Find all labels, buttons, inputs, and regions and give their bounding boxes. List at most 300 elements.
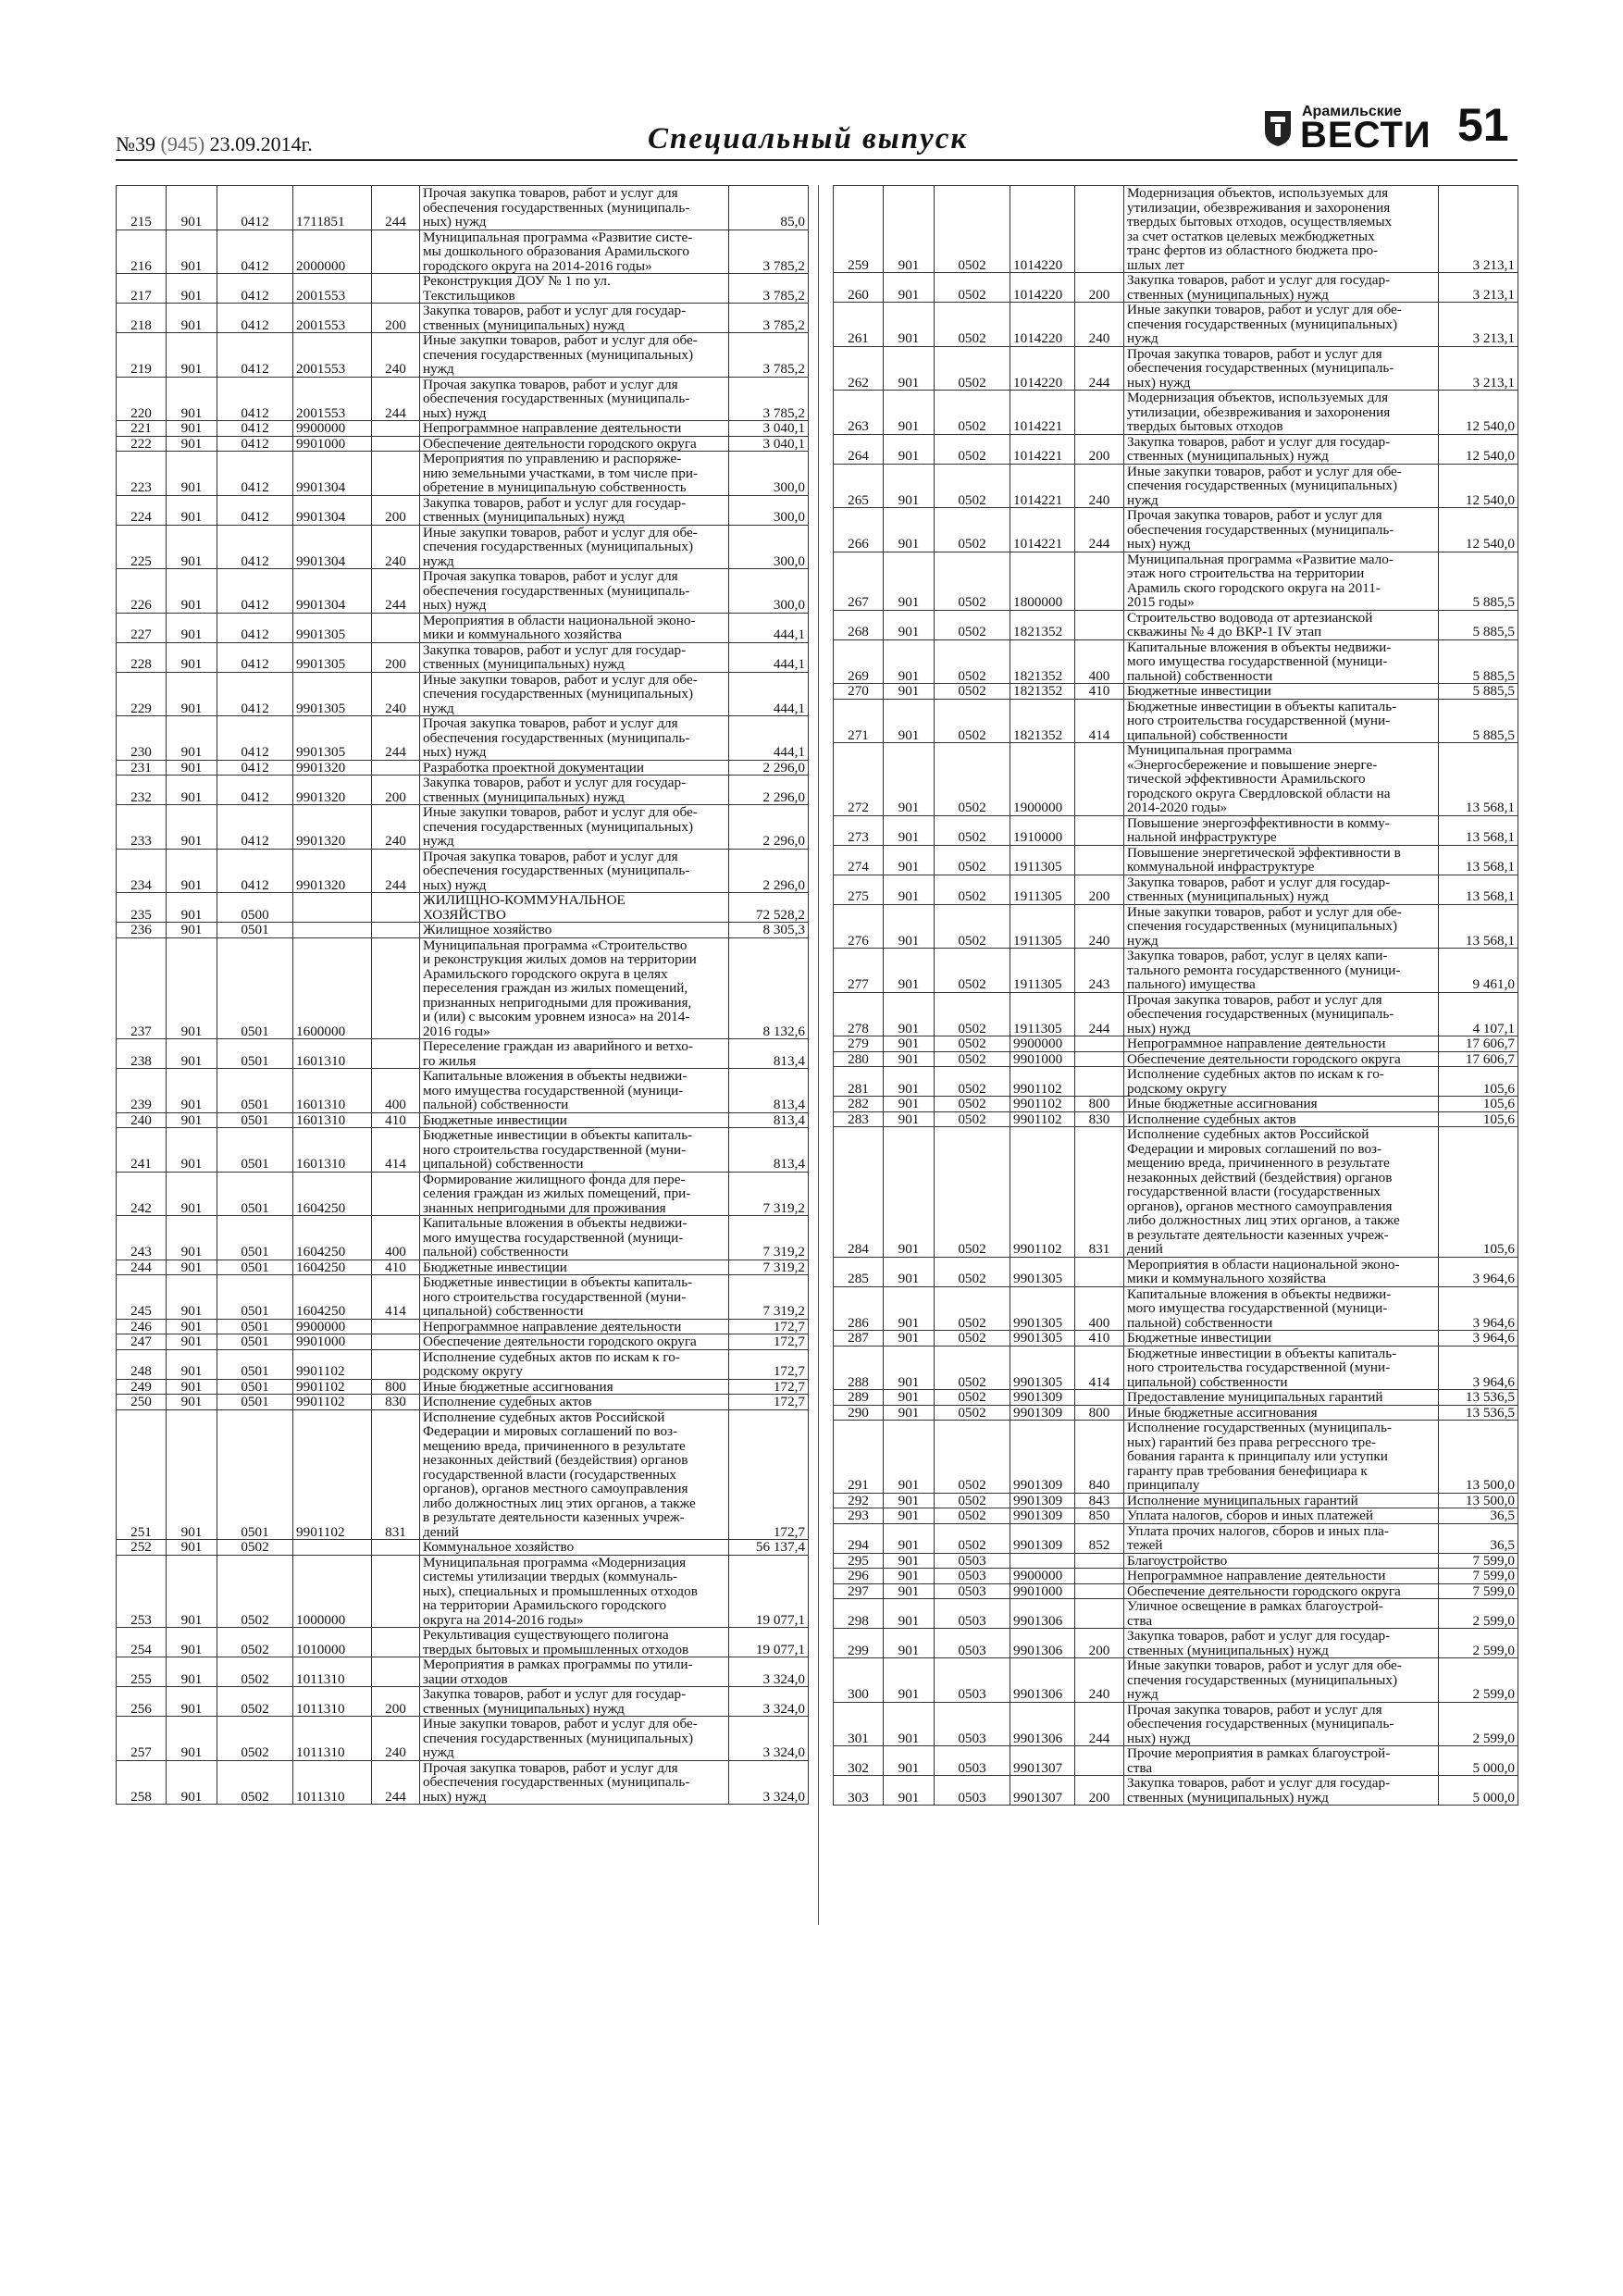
row-number: 262 — [834, 346, 884, 391]
table-row — [834, 1583, 1518, 1599]
section-code: 0503 — [935, 1658, 1010, 1703]
table-row — [117, 333, 809, 378]
expense-name: Муниципальная программа «Развитие мало- этаж ного строительства на территории Арамиль ского городского округа на 2011- 2015 годы» — [1124, 552, 1439, 610]
target-article-code: 9901102 — [1010, 1111, 1075, 1127]
ministry-code: 901 — [167, 1216, 217, 1260]
amount: 12 540,0 — [1439, 508, 1518, 552]
ministry-code: 901 — [167, 1657, 217, 1687]
section-code: 0502 — [935, 552, 1010, 610]
expense-type-code: 244 — [372, 569, 420, 614]
section-code: 0502 — [935, 1036, 1010, 1052]
section-code: 0503 — [935, 1569, 1010, 1584]
expense-type-code: 240 — [1075, 303, 1124, 347]
table-row — [117, 716, 809, 761]
amount: 3 213,1 — [1439, 303, 1518, 347]
expense-name: Обеспечение деятельности городского округа — [1124, 1051, 1439, 1067]
section-code: 0501 — [217, 1275, 293, 1320]
expense-name: Иные закупки товаров, работ и услуг для обе- спечения государственных (муниципальных) нужд — [1124, 1658, 1439, 1703]
expense-type-code: 400 — [372, 1069, 420, 1113]
expense-name: Муниципальная программа «Энергосбережение и повышение энерге- тической эффективности Арамильского городского округа Свердловской области на 2014-2020 годы» — [1124, 743, 1439, 816]
expense-type-code: 244 — [1075, 992, 1124, 1036]
ministry-code: 901 — [884, 1257, 935, 1286]
section-code: 0412 — [217, 274, 293, 304]
logo-small-text: Арамильские — [1302, 104, 1402, 119]
ministry-code: 901 — [884, 186, 935, 273]
amount: 3 964,6 — [1439, 1257, 1518, 1286]
ministry-code: 901 — [167, 1319, 217, 1334]
table-row — [117, 1409, 809, 1540]
target-article-code: 1601310 — [293, 1128, 372, 1173]
expense-name: Прочие мероприятия в рамках благоустрой- ства — [1124, 1746, 1439, 1776]
ministry-code: 901 — [884, 1127, 935, 1258]
right-column — [833, 185, 1518, 1806]
budget-table-right — [833, 185, 1518, 1806]
section-code: 0412 — [217, 642, 293, 672]
expense-type-code: 244 — [1075, 1702, 1124, 1746]
section-code: 0501 — [217, 923, 293, 938]
expense-name: Повышение энергоэффективности в комму- нальной инфраструктуре — [1124, 815, 1439, 845]
table-row — [117, 1379, 809, 1395]
target-article-code: 2001553 — [293, 304, 372, 333]
row-number: 301 — [834, 1702, 884, 1746]
expense-name: Бюджетные инвестиции в объекты капиталь- ного строительства государственной (муни- ципальной) собственности — [420, 1128, 729, 1173]
row-number: 286 — [834, 1286, 884, 1331]
section-code: 0502 — [935, 875, 1010, 904]
table-row — [834, 1493, 1518, 1508]
section-code: 0501 — [217, 1409, 293, 1540]
expense-name: Иные закупки товаров, работ и услуг для обе- спечения государственных (муниципальных) нужд — [1124, 464, 1439, 508]
section-code: 0502 — [935, 845, 1010, 875]
table-row — [117, 304, 809, 333]
target-article-code: 9901306 — [1010, 1702, 1075, 1746]
expense-type-code — [1075, 391, 1124, 435]
section-code: 0502 — [217, 1687, 293, 1717]
section-code: 0502 — [935, 743, 1010, 816]
amount: 172,7 — [729, 1409, 809, 1540]
table-row — [117, 1555, 809, 1628]
expense-name: Иные закупки товаров, работ и услуг для обе- спечения государственных (муниципальных) нужд — [420, 805, 729, 850]
section-code: 0502 — [935, 1127, 1010, 1258]
ministry-code: 901 — [884, 1658, 935, 1703]
expense-type-code: 240 — [1075, 904, 1124, 949]
target-article-code: 1600000 — [293, 937, 372, 1039]
target-article-code: 1821352 — [1010, 639, 1075, 684]
section-code: 0502 — [935, 303, 1010, 347]
expense-type-code — [372, 893, 420, 923]
ministry-code: 901 — [167, 672, 217, 716]
table-row — [117, 849, 809, 893]
section-code: 0412 — [217, 776, 293, 805]
ministry-code: 901 — [167, 893, 217, 923]
amount: 172,7 — [729, 1349, 809, 1379]
expense-type-code: 240 — [372, 672, 420, 716]
ministry-code: 901 — [167, 377, 217, 421]
table-row — [117, 1039, 809, 1069]
expense-type-code — [1075, 1051, 1124, 1067]
expense-type-code: 410 — [372, 1112, 420, 1128]
expense-type-code: 200 — [372, 642, 420, 672]
ministry-code: 901 — [167, 421, 217, 437]
amount: 17 606,7 — [1439, 1036, 1518, 1052]
expense-type-code — [372, 452, 420, 496]
amount: 12 540,0 — [1439, 434, 1518, 464]
table-row — [834, 434, 1518, 464]
target-article-code: 1014220 — [1010, 303, 1075, 347]
ministry-code: 901 — [167, 1717, 217, 1761]
amount: 56 137,4 — [729, 1540, 809, 1556]
target-article-code: 9901309 — [1010, 1405, 1075, 1421]
expense-type-code: 240 — [372, 805, 420, 850]
amount: 13 568,1 — [1439, 875, 1518, 904]
amount: 36,5 — [1439, 1508, 1518, 1524]
amount: 105,6 — [1439, 1111, 1518, 1127]
ministry-code: 901 — [167, 760, 217, 776]
row-number: 240 — [117, 1112, 167, 1128]
table-row — [834, 1599, 1518, 1629]
expense-type-code — [1075, 845, 1124, 875]
expense-name: Капитальные вложения в объекты недвижи- мого имущества государственной (муници- пальной) собственности — [420, 1216, 729, 1260]
amount: 3 213,1 — [1439, 346, 1518, 391]
amount: 3 213,1 — [1439, 273, 1518, 303]
target-article-code: 1821352 — [1010, 684, 1075, 700]
row-number: 303 — [834, 1776, 884, 1806]
section-code: 0503 — [935, 1776, 1010, 1806]
amount: 3 785,2 — [729, 333, 809, 378]
ministry-code: 901 — [884, 1346, 935, 1390]
issue-info — [116, 132, 313, 156]
target-article-code: 9901304 — [293, 495, 372, 525]
expense-type-code — [372, 1319, 420, 1334]
amount: 13 568,1 — [1439, 845, 1518, 875]
target-article-code — [293, 923, 372, 938]
amount: 7 599,0 — [1439, 1569, 1518, 1584]
table-row — [834, 1097, 1518, 1112]
ministry-code: 901 — [167, 937, 217, 1039]
row-number: 264 — [834, 434, 884, 464]
ministry-code: 901 — [167, 805, 217, 850]
table-row — [117, 230, 809, 274]
table-row — [834, 1067, 1518, 1097]
section-code: 0502 — [935, 1111, 1010, 1127]
table-row — [117, 805, 809, 850]
ministry-code: 901 — [884, 1051, 935, 1067]
section-code: 0502 — [935, 949, 1010, 993]
section-code: 0412 — [217, 672, 293, 716]
target-article-code: 2001553 — [293, 274, 372, 304]
amount: 7 319,2 — [729, 1172, 809, 1216]
target-article-code: 1014220 — [1010, 273, 1075, 303]
expense-name: Иные закупки товаров, работ и услуг для обе- спечения государственных (муниципальных) нужд — [1124, 904, 1439, 949]
target-article-code: 1911305 — [1010, 875, 1075, 904]
ministry-code: 901 — [884, 1702, 935, 1746]
expense-name: Прочая закупка товаров, работ и услуг для обеспечения государственных (муниципаль- ных) нужд — [420, 1760, 729, 1805]
expense-name: Непрограммное направление деятельности — [1124, 1036, 1439, 1052]
target-article-code: 9901102 — [293, 1379, 372, 1395]
target-article-code: 1000000 — [293, 1555, 372, 1628]
expense-type-code — [372, 760, 420, 776]
target-article-code: 9901309 — [1010, 1493, 1075, 1508]
row-number: 260 — [834, 273, 884, 303]
expense-name: Иные закупки товаров, работ и услуг для обе- спечения государственных (муниципальных) нужд — [420, 672, 729, 716]
row-number: 296 — [834, 1569, 884, 1584]
section-code: 0412 — [217, 760, 293, 776]
row-number: 217 — [117, 274, 167, 304]
expense-type-code: 244 — [1075, 346, 1124, 391]
amount: 17 606,7 — [1439, 1051, 1518, 1067]
ministry-code: 901 — [884, 684, 935, 700]
row-number: 241 — [117, 1128, 167, 1173]
expense-type-code: 244 — [372, 716, 420, 761]
amount: 3 324,0 — [729, 1717, 809, 1761]
target-article-code: 9901305 — [293, 672, 372, 716]
row-number: 279 — [834, 1036, 884, 1052]
section-code: 0502 — [217, 1760, 293, 1805]
expense-type-code: 414 — [1075, 699, 1124, 743]
row-number: 285 — [834, 1257, 884, 1286]
target-article-code: 1911305 — [1010, 949, 1075, 993]
amount: 5 000,0 — [1439, 1776, 1518, 1806]
amount: 300,0 — [729, 569, 809, 614]
expense-name: Бюджетные инвестиции — [420, 1112, 729, 1128]
section-code: 0412 — [217, 613, 293, 642]
ministry-code: 901 — [167, 923, 217, 938]
table-row — [117, 672, 809, 716]
table-row — [117, 1395, 809, 1410]
row-number: 277 — [834, 949, 884, 993]
expense-name: Жилищное хозяйство — [420, 923, 729, 938]
expense-type-code: 200 — [372, 776, 420, 805]
amount: 7 599,0 — [1439, 1553, 1518, 1569]
amount: 105,6 — [1439, 1067, 1518, 1097]
expense-name: Исполнение судебных актов — [1124, 1111, 1439, 1127]
row-number: 294 — [834, 1523, 884, 1553]
amount: 3 785,2 — [729, 377, 809, 421]
expense-type-code: 410 — [372, 1260, 420, 1275]
column-divider — [818, 185, 819, 1925]
amount: 13 568,1 — [1439, 904, 1518, 949]
table-row — [834, 1036, 1518, 1052]
ministry-code: 901 — [167, 186, 217, 230]
expense-type-code: 243 — [1075, 949, 1124, 993]
target-article-code: 1014221 — [1010, 391, 1075, 435]
table-row — [834, 1523, 1518, 1553]
ministry-code: 901 — [884, 1493, 935, 1508]
amount: 444,1 — [729, 672, 809, 716]
ministry-code: 901 — [884, 699, 935, 743]
row-number: 268 — [834, 610, 884, 639]
special-issue-title: Специальный выпуск — [648, 122, 969, 155]
expense-name: Иные бюджетные ассигнования — [1124, 1405, 1439, 1421]
row-number: 283 — [834, 1111, 884, 1127]
table-row — [834, 1127, 1518, 1258]
row-number: 297 — [834, 1583, 884, 1599]
row-number: 281 — [834, 1067, 884, 1097]
issue-date: 23.09.2014г. — [209, 132, 313, 155]
amount: 2 296,0 — [729, 805, 809, 850]
expense-type-code — [372, 923, 420, 938]
ministry-code: 901 — [167, 1687, 217, 1717]
budget-table-right-body — [834, 186, 1518, 1806]
expense-name: Коммунальное хозяйство — [420, 1540, 729, 1556]
ministry-code: 901 — [167, 452, 217, 496]
expense-type-code — [372, 937, 420, 1039]
section-code: 0412 — [217, 186, 293, 230]
section-code: 0412 — [217, 230, 293, 274]
row-number: 243 — [117, 1216, 167, 1260]
amount: 13 500,0 — [1439, 1421, 1518, 1494]
table-row — [117, 1717, 809, 1761]
table-row — [117, 1216, 809, 1260]
target-article-code: 1711851 — [293, 186, 372, 230]
amount: 2 296,0 — [729, 776, 809, 805]
table-row — [117, 642, 809, 672]
section-code: 0502 — [935, 992, 1010, 1036]
amount: 8 305,3 — [729, 923, 809, 938]
expense-name: Реконструкция ДОУ № 1 по ул. Текстильщиков — [420, 274, 729, 304]
table-row — [834, 684, 1518, 700]
section-code: 0502 — [935, 904, 1010, 949]
target-article-code: 1010000 — [293, 1628, 372, 1657]
table-row — [117, 1760, 809, 1805]
section-code: 0412 — [217, 495, 293, 525]
amount: 5 885,5 — [1439, 552, 1518, 610]
section-code: 0412 — [217, 333, 293, 378]
expense-name: Бюджетные инвестиции в объекты капиталь- ного строительства государственной (муни- ципальной) собственности — [1124, 699, 1439, 743]
target-article-code: 9901305 — [1010, 1286, 1075, 1331]
row-number: 224 — [117, 495, 167, 525]
table-row — [834, 845, 1518, 875]
ministry-code: 901 — [884, 1036, 935, 1052]
section-code: 0502 — [935, 1346, 1010, 1390]
amount: 172,7 — [729, 1379, 809, 1395]
row-number: 245 — [117, 1275, 167, 1320]
amount: 3 324,0 — [729, 1760, 809, 1805]
amount: 9 461,0 — [1439, 949, 1518, 993]
target-article-code: 1911305 — [1010, 904, 1075, 949]
table-row — [117, 937, 809, 1039]
amount: 444,1 — [729, 613, 809, 642]
target-article-code: 9901102 — [293, 1395, 372, 1410]
expense-name: ЖИЛИЩНО-КОММУНАЛЬНОЕ ХОЗЯЙСТВО — [420, 893, 729, 923]
expense-type-code: 240 — [1075, 464, 1124, 508]
table-row — [117, 1657, 809, 1687]
amount: 3 324,0 — [729, 1687, 809, 1717]
expense-name: Прочая закупка товаров, работ и услуг для обеспечения государственных (муниципаль- ных) нужд — [420, 849, 729, 893]
row-number: 235 — [117, 893, 167, 923]
section-code: 0502 — [935, 346, 1010, 391]
target-article-code: 1014221 — [1010, 434, 1075, 464]
table-row — [834, 1658, 1518, 1703]
expense-name: Прочая закупка товаров, работ и услуг для обеспечения государственных (муниципаль- ных) нужд — [420, 186, 729, 230]
ministry-code: 901 — [167, 304, 217, 333]
row-number: 280 — [834, 1051, 884, 1067]
ministry-code: 901 — [884, 875, 935, 904]
expense-type-code: 830 — [372, 1395, 420, 1410]
expense-name: Мероприятия по управлению и распоряже- нию земельными участками, в том числе при- обретение в муниципальную собственность — [420, 452, 729, 496]
section-code: 0412 — [217, 805, 293, 850]
ministry-code: 901 — [167, 1039, 217, 1069]
row-number: 247 — [117, 1334, 167, 1350]
target-article-code: 9901304 — [293, 525, 372, 569]
target-article-code: 1011310 — [293, 1657, 372, 1687]
row-number: 290 — [834, 1405, 884, 1421]
target-article-code: 1601310 — [293, 1069, 372, 1113]
target-article-code: 1014220 — [1010, 346, 1075, 391]
expense-type-code — [372, 1555, 420, 1628]
row-number: 292 — [834, 1493, 884, 1508]
expense-type-code — [372, 421, 420, 437]
expense-name: Бюджетные инвестиции в объекты капиталь- ного строительства государственной (муни- ципальной) собственности — [420, 1275, 729, 1320]
section-code: 0502 — [935, 815, 1010, 845]
ministry-code: 901 — [167, 495, 217, 525]
table-row — [834, 303, 1518, 347]
target-article-code: 1911305 — [1010, 992, 1075, 1036]
ministry-code: 901 — [884, 1746, 935, 1776]
row-number: 298 — [834, 1599, 884, 1629]
table-row — [117, 1349, 809, 1379]
amount: 19 077,1 — [729, 1628, 809, 1657]
table-row — [834, 1569, 1518, 1584]
row-number: 299 — [834, 1629, 884, 1658]
ministry-code: 901 — [884, 1390, 935, 1406]
table-row — [117, 377, 809, 421]
amount: 2 599,0 — [1439, 1702, 1518, 1746]
expense-name: Строительство водовода от артезианской скважины № 4 до ВКР-1 IV этап — [1124, 610, 1439, 639]
table-row — [834, 273, 1518, 303]
row-number: 276 — [834, 904, 884, 949]
row-number: 237 — [117, 937, 167, 1039]
target-article-code: 9901000 — [1010, 1583, 1075, 1599]
section-code: 0503 — [935, 1702, 1010, 1746]
section-code: 0502 — [935, 1390, 1010, 1406]
target-article-code: 9901306 — [1010, 1629, 1075, 1658]
expense-name: Муниципальная программа «Модернизация системы утилизации твердых (коммуналь- ных), специальных и промышленных отходов на территории Арамильского городского округа на 2014-2016 годы» — [420, 1555, 729, 1628]
expense-type-code: 843 — [1075, 1493, 1124, 1508]
ministry-code: 901 — [884, 464, 935, 508]
row-number: 225 — [117, 525, 167, 569]
target-article-code: 9901102 — [1010, 1127, 1075, 1258]
target-article-code: 9901304 — [293, 452, 372, 496]
ministry-code: 901 — [884, 1776, 935, 1806]
expense-type-code: 830 — [1075, 1111, 1124, 1127]
table-row — [117, 274, 809, 304]
section-code: 0503 — [935, 1583, 1010, 1599]
ministry-code: 901 — [167, 525, 217, 569]
section-code: 0501 — [217, 1216, 293, 1260]
table-row — [834, 1508, 1518, 1524]
ministry-code: 901 — [884, 346, 935, 391]
expense-name: Капитальные вложения в объекты недвижи- мого имущества государственной (муници- пальной) собственности — [420, 1069, 729, 1113]
amount: 172,7 — [729, 1334, 809, 1350]
table-row — [117, 923, 809, 938]
row-number: 232 — [117, 776, 167, 805]
section-code: 0502 — [217, 1628, 293, 1657]
expense-name: Уплата налогов, сборов и иных платежей — [1124, 1508, 1439, 1524]
expense-type-code — [372, 1172, 420, 1216]
expense-name: Прочая закупка товаров, работ и услуг для обеспечения государственных (муниципаль- ных) нужд — [1124, 508, 1439, 552]
section-code: 0502 — [217, 1540, 293, 1556]
row-number: 267 — [834, 552, 884, 610]
table-row — [117, 1628, 809, 1657]
expense-name: Закупка товаров, работ и услуг для государ- ственных (муниципальных) нужд — [1124, 1629, 1439, 1658]
expense-name: Исполнение судебных актов Российской Федерации и мировых соглашений по воз- мещению вреда, причиненного в результате незаконных действий (бездействия) органов государственной власти (государственных органов), органов местного самоуправления либо должностных лиц этих органов, а также в результате деятельности казенных учреж- дений — [420, 1409, 729, 1540]
row-number: 291 — [834, 1421, 884, 1494]
target-article-code: 1601310 — [293, 1039, 372, 1069]
row-number: 253 — [117, 1555, 167, 1628]
section-code: 0502 — [935, 610, 1010, 639]
target-article-code: 1011310 — [293, 1687, 372, 1717]
expense-name: Уплата прочих налогов, сборов и иных пла- тежей — [1124, 1523, 1439, 1553]
